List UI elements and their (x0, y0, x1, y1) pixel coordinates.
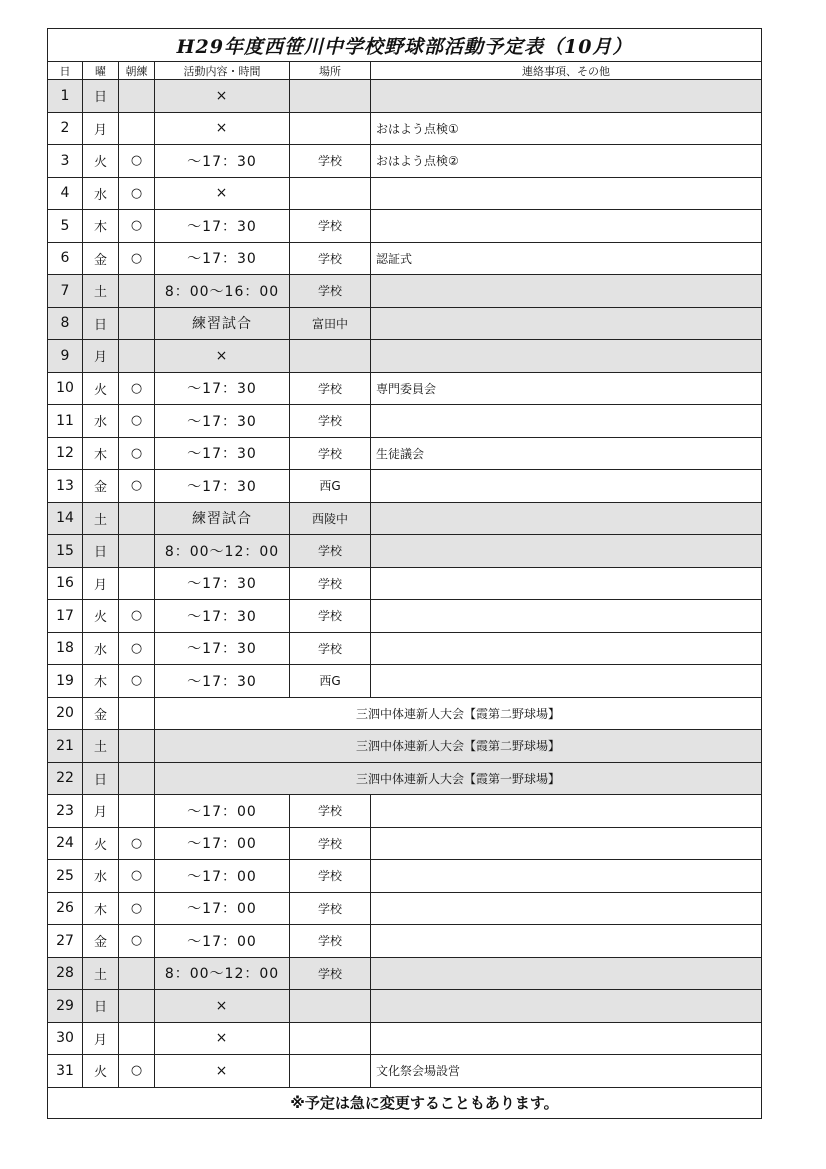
header-notes: 連絡事項、その他 (371, 62, 762, 80)
event-cell: 三泗中体連新人大会【霞第二野球場】 (155, 697, 762, 730)
activity-cell: × (155, 1022, 290, 1055)
morning-practice-cell: ○ (119, 665, 155, 698)
table-row (48, 730, 762, 763)
table-row (48, 567, 762, 600)
weekday-cell: 土 (83, 730, 119, 763)
morning-practice-cell: ○ (119, 470, 155, 503)
place-cell: 西G (290, 665, 371, 698)
activity-cell: ～17：30 (155, 632, 290, 665)
note-cell (371, 892, 762, 925)
day-cell: 8 (48, 307, 83, 340)
table-row (48, 1022, 762, 1055)
activity-cell: ～17：30 (155, 210, 290, 243)
place-cell (290, 177, 371, 210)
note-cell (371, 957, 762, 990)
weekday-cell: 日 (83, 80, 119, 113)
day-cell: 27 (48, 925, 83, 958)
morning-practice-cell: ○ (119, 632, 155, 665)
weekday-cell: 金 (83, 697, 119, 730)
table-row (48, 925, 762, 958)
header-activity: 活動内容・時間 (155, 62, 290, 80)
note-cell (371, 80, 762, 113)
weekday-cell: 月 (83, 1022, 119, 1055)
note-cell (371, 502, 762, 535)
note-cell: 認証式 (371, 242, 762, 275)
weekday-cell: 金 (83, 242, 119, 275)
activity-cell: ～17：00 (155, 892, 290, 925)
event-cell: 三泗中体連新人大会【霞第一野球場】 (155, 762, 762, 795)
morning-practice-cell: ○ (119, 860, 155, 893)
place-cell: 富田中 (290, 307, 371, 340)
morning-practice-cell (119, 340, 155, 373)
table-row (48, 372, 762, 405)
place-cell: 学校 (290, 827, 371, 860)
morning-practice-cell (119, 697, 155, 730)
note-cell: おはよう点検② (371, 145, 762, 178)
day-cell: 1 (48, 80, 83, 113)
table-row (48, 405, 762, 438)
weekday-cell: 火 (83, 1055, 119, 1088)
activity-cell: ～17：30 (155, 567, 290, 600)
day-cell: 22 (48, 762, 83, 795)
note-cell (371, 860, 762, 893)
place-cell: 学校 (290, 567, 371, 600)
weekday-cell: 日 (83, 535, 119, 568)
place-cell: 学校 (290, 600, 371, 633)
footer-note: ※予定は急に変更することもあります。 (48, 1087, 762, 1118)
activity-cell: 練習試合 (155, 307, 290, 340)
note-cell (371, 990, 762, 1023)
day-cell: 16 (48, 567, 83, 600)
morning-practice-cell (119, 502, 155, 535)
table-row (48, 145, 762, 178)
morning-practice-cell (119, 730, 155, 763)
morning-practice-cell (119, 1022, 155, 1055)
schedule-sheet (47, 28, 761, 1119)
table-row (48, 177, 762, 210)
table-row (48, 437, 762, 470)
page-title: H29年度西笹川中学校野球部活動予定表（10月） (48, 29, 762, 62)
place-cell (290, 990, 371, 1023)
activity-cell: ～17：00 (155, 925, 290, 958)
day-cell: 19 (48, 665, 83, 698)
header-morning-practice: 朝練 (119, 62, 155, 80)
morning-practice-cell: ○ (119, 145, 155, 178)
weekday-cell: 日 (83, 762, 119, 795)
note-cell: 専門委員会 (371, 372, 762, 405)
activity-cell: ～17：00 (155, 795, 290, 828)
day-cell: 10 (48, 372, 83, 405)
activity-cell: ～17：30 (155, 242, 290, 275)
note-cell (371, 405, 762, 438)
weekday-cell: 火 (83, 372, 119, 405)
place-cell: 学校 (290, 242, 371, 275)
morning-practice-cell (119, 990, 155, 1023)
note-cell (371, 275, 762, 308)
table-row (48, 762, 762, 795)
table-row (48, 957, 762, 990)
weekday-cell: 金 (83, 925, 119, 958)
activity-cell: 8：00～12：00 (155, 535, 290, 568)
table-row (48, 892, 762, 925)
activity-cell: 練習試合 (155, 502, 290, 535)
table-row (48, 112, 762, 145)
morning-practice-cell (119, 80, 155, 113)
header-row (48, 62, 762, 80)
weekday-cell: 木 (83, 892, 119, 925)
activity-cell: ～17：30 (155, 372, 290, 405)
place-cell (290, 1022, 371, 1055)
table-row (48, 1055, 762, 1088)
note-cell (371, 340, 762, 373)
weekday-cell: 土 (83, 275, 119, 308)
weekday-cell: 土 (83, 502, 119, 535)
weekday-cell: 月 (83, 795, 119, 828)
note-cell (371, 535, 762, 568)
header-weekday: 曜 (83, 62, 119, 80)
place-cell: 学校 (290, 892, 371, 925)
place-cell: 学校 (290, 275, 371, 308)
day-cell: 4 (48, 177, 83, 210)
activity-cell: × (155, 80, 290, 113)
day-cell: 29 (48, 990, 83, 1023)
activity-cell: × (155, 990, 290, 1023)
day-cell: 15 (48, 535, 83, 568)
event-cell: 三泗中体連新人大会【霞第二野球場】 (155, 730, 762, 763)
place-cell: 学校 (290, 925, 371, 958)
note-cell: おはよう点検① (371, 112, 762, 145)
activity-cell: ～17：30 (155, 405, 290, 438)
note-cell: 文化祭会場設営 (371, 1055, 762, 1088)
morning-practice-cell (119, 307, 155, 340)
table-row (48, 210, 762, 243)
table-row (48, 827, 762, 860)
activity-cell: × (155, 1055, 290, 1088)
header-place: 場所 (290, 62, 371, 80)
morning-practice-cell: ○ (119, 437, 155, 470)
table-row (48, 340, 762, 373)
note-cell (371, 600, 762, 633)
morning-practice-cell (119, 762, 155, 795)
weekday-cell: 水 (83, 177, 119, 210)
activity-cell: ～17：30 (155, 145, 290, 178)
table-row (48, 470, 762, 503)
note-cell (371, 665, 762, 698)
place-cell: 学校 (290, 795, 371, 828)
activity-cell: 8：00～12：00 (155, 957, 290, 990)
note-cell (371, 210, 762, 243)
day-cell: 24 (48, 827, 83, 860)
table-row (48, 860, 762, 893)
morning-practice-cell: ○ (119, 242, 155, 275)
activity-cell: × (155, 177, 290, 210)
day-cell: 14 (48, 502, 83, 535)
table-row (48, 632, 762, 665)
place-cell: 学校 (290, 405, 371, 438)
weekday-cell: 木 (83, 210, 119, 243)
morning-practice-cell (119, 535, 155, 568)
morning-practice-cell: ○ (119, 1055, 155, 1088)
schedule-table (47, 28, 762, 1119)
place-cell: 学校 (290, 535, 371, 568)
weekday-cell: 水 (83, 405, 119, 438)
table-row (48, 80, 762, 113)
day-cell: 9 (48, 340, 83, 373)
table-row (48, 275, 762, 308)
morning-practice-cell: ○ (119, 600, 155, 633)
activity-cell: ～17：30 (155, 600, 290, 633)
morning-practice-cell (119, 957, 155, 990)
morning-practice-cell: ○ (119, 177, 155, 210)
table-row (48, 665, 762, 698)
morning-practice-cell: ○ (119, 210, 155, 243)
table-row (48, 535, 762, 568)
table-row (48, 697, 762, 730)
morning-practice-cell (119, 795, 155, 828)
weekday-cell: 火 (83, 600, 119, 633)
day-cell: 23 (48, 795, 83, 828)
header-day: 日 (48, 62, 83, 80)
weekday-cell: 金 (83, 470, 119, 503)
note-cell (371, 632, 762, 665)
table-row (48, 600, 762, 633)
morning-practice-cell (119, 567, 155, 600)
morning-practice-cell: ○ (119, 372, 155, 405)
place-cell: 学校 (290, 437, 371, 470)
day-cell: 31 (48, 1055, 83, 1088)
day-cell: 17 (48, 600, 83, 633)
table-row (48, 307, 762, 340)
place-cell: 学校 (290, 957, 371, 990)
day-cell: 12 (48, 437, 83, 470)
note-cell (371, 925, 762, 958)
morning-practice-cell: ○ (119, 925, 155, 958)
note-cell (371, 307, 762, 340)
day-cell: 6 (48, 242, 83, 275)
activity-cell: × (155, 340, 290, 373)
weekday-cell: 木 (83, 665, 119, 698)
activity-cell: ～17：30 (155, 437, 290, 470)
place-cell: 西G (290, 470, 371, 503)
activity-cell: ～17：00 (155, 827, 290, 860)
weekday-cell: 水 (83, 632, 119, 665)
note-cell (371, 795, 762, 828)
note-cell (371, 1022, 762, 1055)
place-cell: 学校 (290, 372, 371, 405)
day-cell: 5 (48, 210, 83, 243)
day-cell: 25 (48, 860, 83, 893)
weekday-cell: 月 (83, 567, 119, 600)
weekday-cell: 月 (83, 112, 119, 145)
weekday-cell: 日 (83, 307, 119, 340)
place-cell: 学校 (290, 632, 371, 665)
place-cell: 学校 (290, 860, 371, 893)
day-cell: 13 (48, 470, 83, 503)
day-cell: 26 (48, 892, 83, 925)
table-row (48, 990, 762, 1023)
place-cell (290, 80, 371, 113)
note-cell (371, 177, 762, 210)
day-cell: 3 (48, 145, 83, 178)
morning-practice-cell (119, 275, 155, 308)
table-row (48, 795, 762, 828)
activity-cell: × (155, 112, 290, 145)
activity-cell: 8：00～16：00 (155, 275, 290, 308)
place-cell: 西陵中 (290, 502, 371, 535)
weekday-cell: 水 (83, 860, 119, 893)
weekday-cell: 火 (83, 145, 119, 178)
day-cell: 20 (48, 697, 83, 730)
day-cell: 21 (48, 730, 83, 763)
weekday-cell: 土 (83, 957, 119, 990)
day-cell: 7 (48, 275, 83, 308)
day-cell: 11 (48, 405, 83, 438)
weekday-cell: 日 (83, 990, 119, 1023)
place-cell: 学校 (290, 145, 371, 178)
note-cell: 生徒議会 (371, 437, 762, 470)
activity-cell: ～17：30 (155, 665, 290, 698)
place-cell (290, 112, 371, 145)
activity-cell: ～17：00 (155, 860, 290, 893)
day-cell: 18 (48, 632, 83, 665)
morning-practice-cell: ○ (119, 827, 155, 860)
weekday-cell: 月 (83, 340, 119, 373)
activity-cell: ～17：30 (155, 470, 290, 503)
place-cell (290, 1055, 371, 1088)
note-cell (371, 827, 762, 860)
note-cell (371, 470, 762, 503)
place-cell: 学校 (290, 210, 371, 243)
table-row (48, 502, 762, 535)
weekday-cell: 木 (83, 437, 119, 470)
weekday-cell: 火 (83, 827, 119, 860)
morning-practice-cell (119, 112, 155, 145)
place-cell (290, 340, 371, 373)
morning-practice-cell: ○ (119, 405, 155, 438)
table-row (48, 242, 762, 275)
day-cell: 30 (48, 1022, 83, 1055)
note-cell (371, 567, 762, 600)
day-cell: 28 (48, 957, 83, 990)
footer-row (48, 1087, 762, 1118)
day-cell: 2 (48, 112, 83, 145)
morning-practice-cell: ○ (119, 892, 155, 925)
